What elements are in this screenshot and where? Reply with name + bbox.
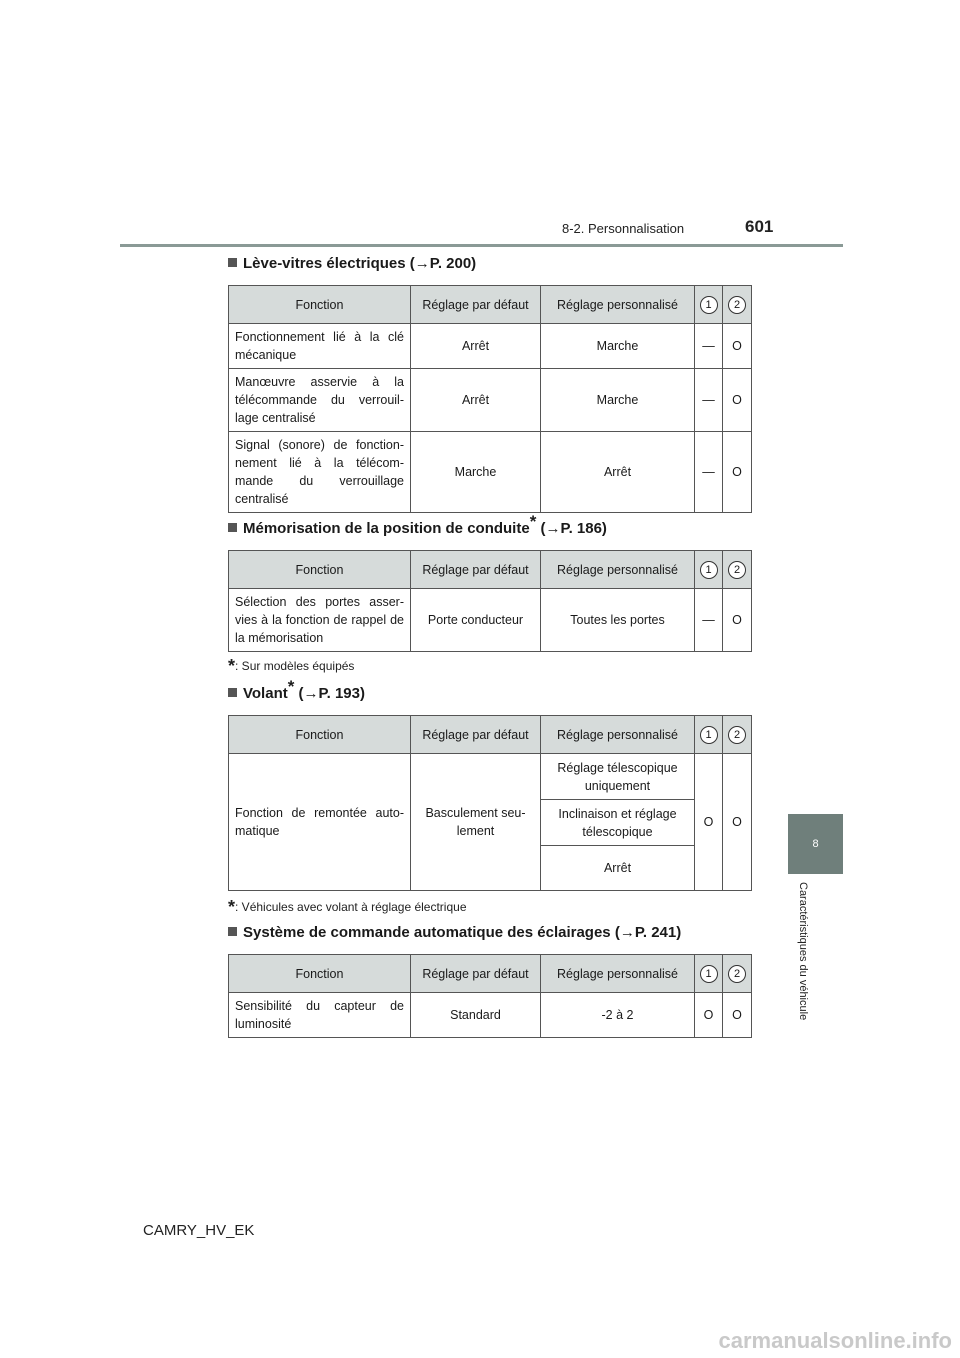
column-header-method-1 (695, 551, 723, 589)
cell-fonction: Fonctionnement lié à la clé mécanique (229, 324, 411, 369)
page-number: 601 (745, 217, 774, 236)
column-header-fonction: Fonction (229, 286, 411, 324)
column-header-default: Réglage par défaut (411, 286, 541, 324)
cell-method-2: O (723, 432, 752, 513)
cell-method-1: O (695, 993, 723, 1038)
page-reference-link[interactable]: P. 200) (429, 255, 477, 272)
chapter-number: 8 (812, 838, 819, 850)
cell-custom: Marche (541, 369, 695, 432)
cell-custom-option: Inclinaison et réglage télescopique (541, 800, 695, 846)
page-reference-link[interactable]: P. 193) (318, 685, 365, 702)
cell-fonction: Signal (sonore) de fonction-nement lié à la télécom-mande du verrouillage centralisé (229, 432, 411, 513)
cell-fonction: Manœuvre asservie à la télécommande du verrouil-lage centralisé (229, 369, 411, 432)
column-header-default: Réglage par défaut (411, 955, 541, 993)
cell-custom: -2 à 2 (541, 993, 695, 1038)
arrow-icon: (→ (540, 520, 561, 537)
cell-method-2: O (723, 754, 752, 891)
circled-1-icon: 1 (700, 965, 718, 983)
cell-default: Porte conducteur (411, 589, 541, 652)
asterisk-marker: * (228, 897, 236, 917)
section-heading-driving-position-memory: Mémorisation de la position de conduite* (→P. 186) (228, 520, 607, 537)
column-header-default: Réglage par défaut (411, 716, 541, 754)
table-row (229, 754, 752, 800)
asterisk-marker: * (529, 512, 537, 531)
cell-method-2: O (723, 993, 752, 1038)
column-header-method-2 (723, 286, 752, 324)
cell-fonction: Sélection des portes asser-vies à la fonction de rappel de la mémorisation (229, 589, 411, 652)
cell-default: Arrêt (411, 324, 541, 369)
cell-method-1: — (695, 324, 723, 369)
cell-custom: Toutes les portes (541, 589, 695, 652)
page-reference-link[interactable]: P. 241) (634, 924, 682, 941)
square-bullet-icon (228, 258, 237, 267)
cell-method-1: O (695, 754, 723, 891)
circled-2-icon: 2 (728, 561, 746, 579)
circled-1-icon: 1 (700, 561, 718, 579)
column-header-fonction: Fonction (229, 551, 411, 589)
section-title: 8-2. Personnalisation (562, 221, 685, 236)
table-header-row (229, 716, 752, 754)
cell-method-1: — (695, 589, 723, 652)
table-header-row (229, 955, 752, 993)
cell-default: Basculement seu-lement (411, 754, 541, 891)
cell-method-2: O (723, 369, 752, 432)
column-header-custom: Réglage personnalisé (541, 286, 695, 324)
footnote: *: Sur modèles équipés (228, 656, 355, 676)
column-header-custom: Réglage personnalisé (541, 955, 695, 993)
cell-custom: Arrêt (541, 432, 695, 513)
cell-fonction: Sensibilité du capteur de luminosité (229, 993, 411, 1038)
square-bullet-icon (228, 688, 237, 697)
circled-1-icon: 1 (700, 296, 718, 314)
section-heading-automatic-lighting: Système de commande automatique des éclairages (→P. 241) (228, 924, 681, 941)
header-divider (120, 244, 843, 247)
settings-table-automatic-lighting (228, 954, 752, 1038)
model-code: CAMRY_HV_EK (143, 1222, 255, 1239)
cell-method-1: — (695, 432, 723, 513)
settings-table-driving-position-memory (228, 550, 752, 652)
circled-2-icon: 2 (728, 726, 746, 744)
square-bullet-icon (228, 523, 237, 532)
settings-table-steering-wheel (228, 715, 752, 891)
table-row (229, 369, 752, 432)
table-row (229, 589, 752, 652)
column-header-fonction: Fonction (229, 955, 411, 993)
column-header-custom: Réglage personnalisé (541, 551, 695, 589)
cell-default: Arrêt (411, 369, 541, 432)
cell-fonction: Fonction de remontée auto-matique (229, 754, 411, 891)
column-header-method-1 (695, 716, 723, 754)
footnote: *: Véhicules avec volant à réglage électrique (228, 897, 467, 917)
column-header-fonction: Fonction (229, 716, 411, 754)
section-heading-steering-wheel: Volant* (→P. 193) (228, 685, 365, 702)
cell-method-1: — (695, 369, 723, 432)
column-header-method-2 (723, 716, 752, 754)
table-row (229, 993, 752, 1038)
cell-method-2: O (723, 324, 752, 369)
arrow-icon: → (414, 255, 430, 272)
chapter-label: Caractéristiques du véhicule (797, 882, 809, 1021)
column-header-method-2 (723, 955, 752, 993)
column-header-custom: Réglage personnalisé (541, 716, 695, 754)
square-bullet-icon (228, 927, 237, 936)
table-row (229, 432, 752, 513)
column-header-method-2 (723, 551, 752, 589)
section-heading-power-windows: Lève-vitres électriques (→P. 200) (228, 255, 476, 272)
arrow-icon: → (619, 924, 635, 941)
asterisk-marker: * (228, 656, 236, 676)
cell-custom-option: Arrêt (541, 846, 695, 891)
table-header-row (229, 551, 752, 589)
cell-default: Standard (411, 993, 541, 1038)
watermark: carmanualsonline.info (718, 1328, 952, 1353)
asterisk-marker: * (287, 677, 295, 696)
column-header-method-1 (695, 955, 723, 993)
table-row (229, 324, 752, 369)
circled-2-icon: 2 (728, 296, 746, 314)
cell-default: Marche (411, 432, 541, 513)
column-header-default: Réglage par défaut (411, 551, 541, 589)
cell-custom-option: Réglage télescopique uniquement (541, 754, 695, 800)
cell-custom: Marche (541, 324, 695, 369)
cell-method-2: O (723, 589, 752, 652)
circled-2-icon: 2 (728, 965, 746, 983)
arrow-icon: (→ (298, 685, 319, 702)
column-header-method-1 (695, 286, 723, 324)
circled-1-icon: 1 (700, 726, 718, 744)
page-reference-link[interactable]: P. 186) (560, 520, 607, 537)
table-header-row (229, 286, 752, 324)
settings-table-power-windows (228, 285, 752, 513)
chapter-tab[interactable] (788, 814, 843, 874)
